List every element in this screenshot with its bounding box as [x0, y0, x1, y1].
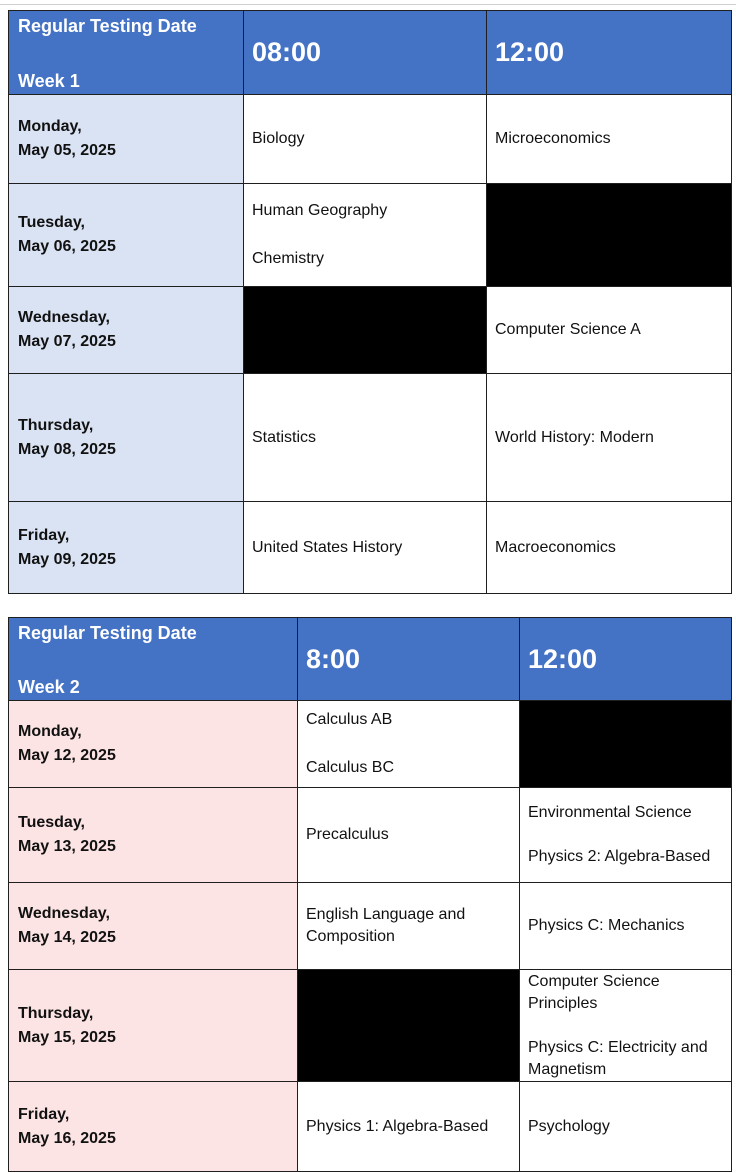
- exam-subject: United States History: [252, 538, 403, 556]
- day-cell: [9, 701, 298, 788]
- exam-subject: Statistics: [252, 428, 317, 446]
- table-row: [9, 883, 732, 970]
- slot-0800: [298, 788, 520, 883]
- exam-subject: Precalculus: [306, 826, 389, 843]
- slot-0800: [244, 502, 487, 594]
- slot-1200: [520, 883, 732, 970]
- slot-1200: [487, 374, 732, 502]
- table-row: [9, 374, 732, 502]
- exam-subject: Human Geography: [252, 202, 388, 219]
- exam-subject: Psychology: [528, 1117, 610, 1135]
- week2-time-0800: 8:00: [298, 618, 520, 701]
- day-name: Friday,: [18, 526, 70, 544]
- table-row: [9, 502, 732, 594]
- table-row: [9, 95, 732, 184]
- slot-1200: [520, 788, 732, 883]
- day-date: May 06, 2025: [18, 238, 116, 255]
- exam-subject: English Language and Composition: [306, 906, 466, 945]
- day-cell: [9, 95, 244, 184]
- slot-1200: [520, 970, 732, 1082]
- day-cell: [9, 1082, 298, 1172]
- header-label-line2: Week 2: [18, 677, 80, 697]
- no-exam-block: [520, 701, 732, 788]
- day-date: May 12, 2025: [18, 747, 116, 764]
- day-cell: [9, 788, 298, 883]
- week1-time-0800: 08:00: [244, 11, 487, 95]
- day-cell: [9, 970, 298, 1082]
- day-name: Tuesday,: [18, 214, 85, 231]
- exam-subject: Biology: [252, 130, 305, 147]
- day-cell: [9, 287, 244, 374]
- day-cell: [9, 374, 244, 502]
- week1-header-label: [9, 11, 244, 95]
- day-name: Monday,: [18, 723, 82, 740]
- day-name: Thursday,: [18, 1004, 94, 1022]
- exam-subject: World History: Modern: [495, 428, 654, 446]
- day-date: May 07, 2025: [18, 333, 116, 350]
- exam-subject: Computer Science A: [495, 321, 641, 338]
- table-row: [9, 788, 732, 883]
- slot-1200: [487, 95, 732, 184]
- no-exam-block: [298, 970, 520, 1082]
- day-date: May 13, 2025: [18, 838, 116, 855]
- week2-schedule-table: [8, 617, 732, 1172]
- exam-subject: Environmental Science: [528, 804, 692, 821]
- day-date: May 15, 2025: [18, 1028, 116, 1046]
- day-date: May 16, 2025: [18, 1129, 116, 1147]
- slot-1200: [487, 502, 732, 594]
- exam-subject: Physics 1: Algebra-Based: [306, 1117, 489, 1135]
- day-cell: [9, 184, 244, 287]
- slot-0800: [244, 374, 487, 502]
- table-row: [9, 1082, 732, 1172]
- week1-time-1200: 12:00: [487, 11, 732, 95]
- day-name: Wednesday,: [18, 905, 110, 922]
- week1-schedule-table: [8, 10, 732, 594]
- day-date: May 14, 2025: [18, 929, 116, 946]
- top-divider: [0, 4, 736, 5]
- day-date: May 05, 2025: [18, 142, 116, 159]
- week2-time-1200: 12:00: [520, 618, 732, 701]
- no-exam-block: [244, 287, 487, 374]
- table-row: [9, 701, 732, 788]
- day-cell: [9, 883, 298, 970]
- day-date: May 08, 2025: [18, 440, 116, 458]
- day-name: Wednesday,: [18, 309, 110, 326]
- exam-subject: Physics C: Electricity and Magnetism: [528, 1038, 708, 1078]
- table-row: [9, 970, 732, 1082]
- slot-0800: [298, 701, 520, 788]
- exam-subject: Physics C: Mechanics: [528, 917, 685, 934]
- week2-header-row: [9, 618, 732, 701]
- slot-0800: [298, 1082, 520, 1172]
- day-name: Thursday,: [18, 416, 94, 434]
- exam-subject: Calculus BC: [306, 759, 395, 776]
- exam-subject: Microeconomics: [495, 130, 611, 147]
- slot-0800: [298, 883, 520, 970]
- table-row: [9, 287, 732, 374]
- exam-subject: Chemistry: [252, 250, 325, 267]
- slot-1200: [520, 1082, 732, 1172]
- day-name: Tuesday,: [18, 814, 85, 831]
- slot-0800: [244, 184, 487, 287]
- week1-header-row: [9, 11, 732, 95]
- table-row: [9, 184, 732, 287]
- slot-1200: [487, 287, 732, 374]
- exam-subject: Macroeconomics: [495, 538, 616, 556]
- header-label-line1: Regular Testing Date: [18, 16, 197, 36]
- exam-subject: Computer Science Principles: [528, 972, 660, 1012]
- exam-subject: Physics 2: Algebra-Based: [528, 848, 711, 865]
- slot-0800: [244, 95, 487, 184]
- day-name: Friday,: [18, 1105, 70, 1123]
- day-cell: [9, 502, 244, 594]
- exam-subject: Calculus AB: [306, 711, 393, 728]
- header-label-line1: Regular Testing Date: [18, 623, 197, 643]
- day-name: Monday,: [18, 118, 82, 135]
- week2-header-label: [9, 618, 298, 701]
- no-exam-block: [487, 184, 732, 287]
- day-date: May 09, 2025: [18, 550, 116, 568]
- header-label-line2: Week 1: [18, 71, 80, 91]
